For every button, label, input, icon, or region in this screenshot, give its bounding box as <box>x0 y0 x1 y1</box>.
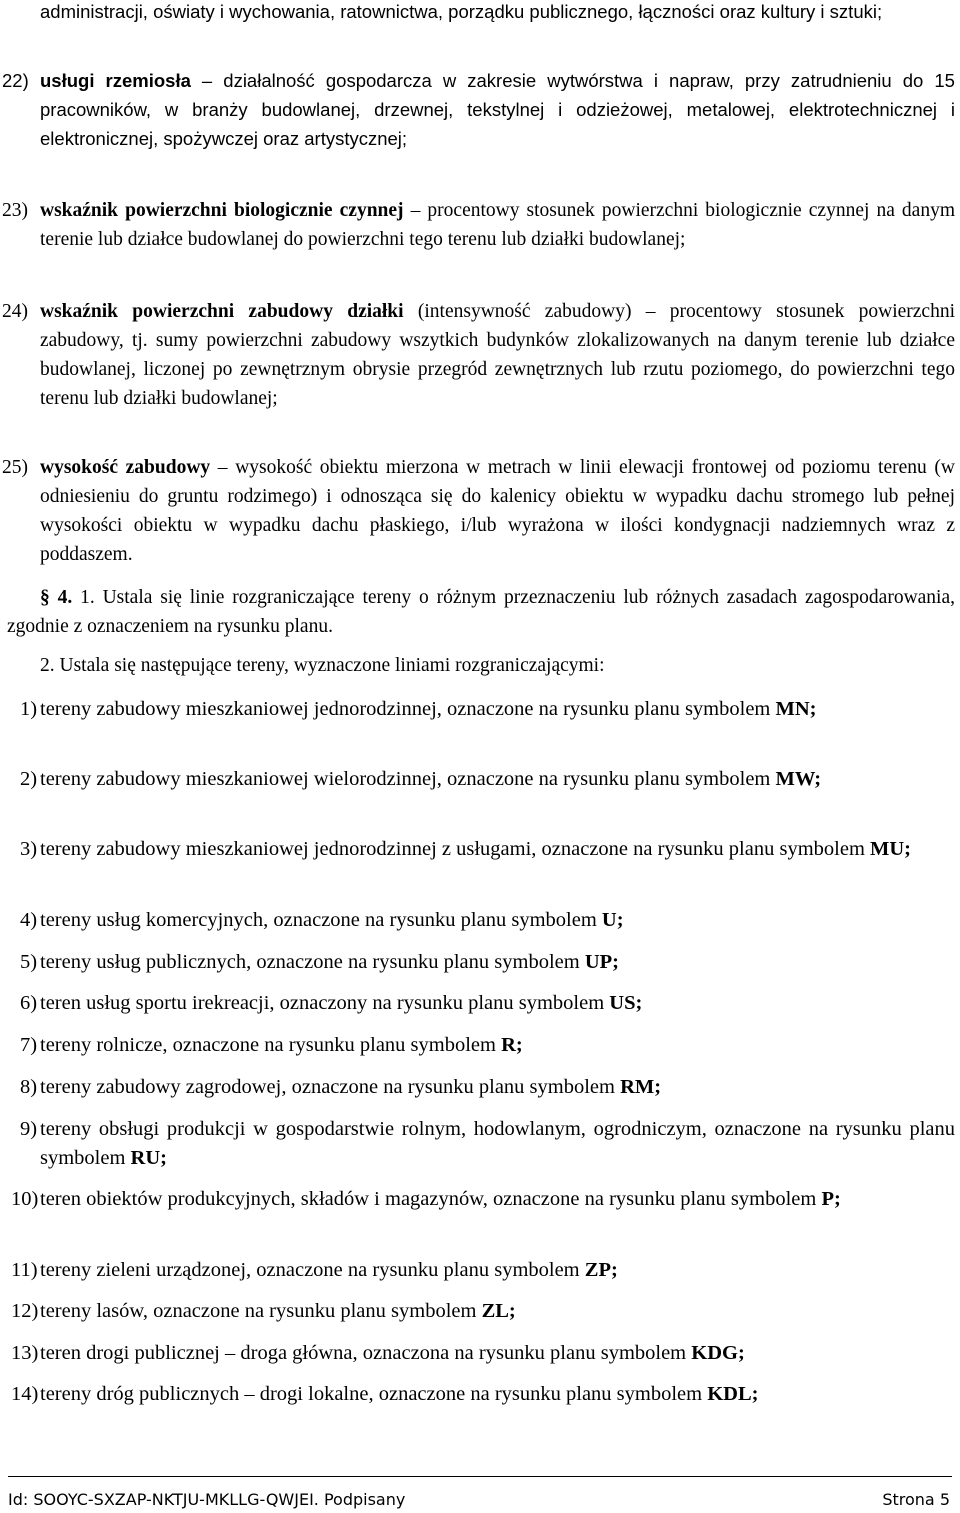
zone-item: 2) tereny zabudowy mieszkaniowej wielorodzinnej, oznaczone na rysunku planu symbolem MW; <box>20 768 822 790</box>
section-label: § 4. <box>40 587 73 608</box>
definition-number: 24) <box>2 301 28 322</box>
zone-item: 6) teren usług sportu irekreacji, oznaczony na rysunku planu symbolem US; <box>20 992 643 1014</box>
zone-symbol: RU; <box>130 1147 167 1169</box>
definition-item-25: 25) wysokość zabudowy – wysokość obiektu mierzona w metrach w linii elewacji frontowej od poziomu terenu (w odniesieniu do gruntu rodzimego) i odnosząca się do kalenicy obiektu w wypadku dachu stromego lub pełnej wysokości obiektu w wypadku dachu płaskiego, i/lub wyrażona w ilości kondygnacji nadziemnych wraz z poddaszem. <box>40 453 955 569</box>
zone-item: 4) tereny usług komercyjnych, oznaczone na rysunku planu symbolem U; <box>20 909 624 931</box>
zone-item: 11) tereny zieleni urządzonej, oznaczone na rysunku planu symbolem ZP; <box>11 1259 618 1281</box>
zone-symbol: US; <box>609 992 643 1014</box>
page-number: Strona 5 <box>882 1490 950 1509</box>
zone-symbol: P; <box>821 1188 841 1210</box>
zone-item: 12) tereny lasów, oznaczone na rysunku planu symbolem ZL; <box>11 1300 516 1322</box>
definition-number: 25) <box>2 457 28 478</box>
zone-symbol: ZL; <box>481 1300 516 1322</box>
definition-text: wysokość obiektu mierzona w metrach w linii elewacji frontowej od poziomu terenu (w odniesieniu do gruntu rodzimego) i odnosząca się do kalenicy obiektu w wypadku dachu stromego lub pełnej wysokości obiektu w wypadku dachu płaskiego, i/lub wyrażona w ilości kondygnacji nadziemnych wraz z poddaszem. <box>40 457 955 565</box>
definition-item-24 <box>2 297 956 413</box>
definition-term: usługi rzemiosła <box>40 70 191 91</box>
definition-text: procentowy stosunek powierzchni biologicznie czynnej na danym terenie lub działce budowlanej do powierzchni tego terenu lub działki budowlanej; <box>40 200 955 250</box>
zone-symbol: KDG; <box>691 1342 745 1364</box>
zone-symbol: RM; <box>620 1076 662 1098</box>
definition-text: działalność gospodarcza w zakresie wytwórstwa i napraw, przy zatrudnieniu do 15 pracowników, w branży budowlanej, drzewnej, tekstylnej i odzieżowej, metalowej, elektrotechnicznej i elektronicznej, spożywczej oraz artystycznej; <box>40 70 955 149</box>
zone-symbol: MU; <box>870 838 911 860</box>
definition-item-23: 23) wskaźnik powierzchni biologicznie czynnej – procentowy stosunek powierzchni biologicznie czynnej na danym terenie lub działce budowlanej do powierzchni tego terenu lub działki budowlanej; <box>40 196 955 254</box>
page-footer <box>8 1489 950 1511</box>
zone-symbol: KDL; <box>707 1383 759 1405</box>
paragraph-number: 1. <box>80 587 95 608</box>
zone-symbol: U; <box>601 909 624 931</box>
section-paragraph-2: 2. Ustala się następujące tereny, wyznaczone liniami rozgraniczającymi: <box>40 655 605 676</box>
zone-item: 14) tereny dróg publicznych – drogi lokalne, oznaczone na rysunku planu symbolem KDL; <box>11 1383 759 1405</box>
definition-item-22: 22) usługi rzemiosła – działalność gospodarcza w zakresie wytwórstwa i napraw, przy zatrudnieniu do 15 pracowników, w branży budowlanej, drzewnej, tekstylnej i odzieżowej, metalowej, elektrotechnicznej i elektronicznej, spożywczej oraz artystycznej; <box>40 66 955 153</box>
zone-item: 13) teren drogi publicznej – droga główna, oznaczona na rysunku planu symbolem KDG; <box>11 1342 745 1364</box>
zone-item: 1) tereny zabudowy mieszkaniowej jednorodzinnej, oznaczone na rysunku planu symbolem MN; <box>20 698 817 720</box>
definition-term: wysokość zabudowy <box>40 457 211 478</box>
footer-divider <box>8 1476 952 1477</box>
definition-number: 22) <box>2 70 29 91</box>
zone-symbol: R; <box>501 1034 523 1056</box>
intro-fragment: administracji, oświaty i wychowania, ratownictwa, porządku publicznego, łączności oraz kultury i sztuki; <box>40 1 883 22</box>
zone-item: 8) tereny zabudowy zagrodowej, oznaczone na rysunku planu symbolem RM; <box>20 1076 662 1098</box>
definition-text: (intensywność zabudowy) – procentowy stosunek powierzchni zabudowy, tj. sumy powierzchni zabudowy wszytkich budynków zlokalizowanych na danym terenie lub działce budowlanej, liczonej po zewnętrznym obrysie przegród zewnętrznych lub rzutu poziomego, do powierzchni tego terenu lub działki budowlanej; <box>40 301 956 409</box>
zone-symbol: MW; <box>775 768 822 790</box>
zone-item: 3) tereny zabudowy mieszkaniowej jednorodzinnej z usługami, oznaczone na rysunku planu symbolem MU; <box>20 838 911 860</box>
zone-item: 7) tereny rolnicze, oznaczone na rysunku planu symbolem R; <box>20 1034 523 1056</box>
zone-symbol: ZP; <box>584 1259 618 1281</box>
section-paragraph-1: § 4. 1. Ustala się linie rozgraniczające tereny o różnym przeznaczeniu lub różnych zasadach zagospodarowania, zgodnie z oznaczeniem na rysunku planu. <box>7 587 956 637</box>
definition-term: wskaźnik powierzchni biologicznie czynnej <box>40 200 404 221</box>
definition-number: 23) <box>2 200 28 221</box>
document-id: Id: SOOYC-SXZAP-NKTJU-MKLLG-QWJEI. Podpisany <box>8 1490 406 1509</box>
paragraph-number: 2. <box>40 655 55 676</box>
zone-item: 9) tereny obsługi produkcji w gospodarstwie rolnym, hodowlanym, ogrodniczym, oznaczone na rysunku planu symbolem RU; <box>20 1118 955 1169</box>
zone-symbol: MN; <box>775 698 817 720</box>
zone-item: 5) tereny usług publicznych, oznaczone na rysunku planu symbolem UP; <box>20 951 619 973</box>
zone-symbol: UP; <box>584 951 619 973</box>
definition-term: wskaźnik powierzchni zabudowy działki <box>40 301 404 322</box>
zone-item: 10) teren obiektów produkcyjnych, składów i magazynów, oznaczone na rysunku planu symbolem P; <box>11 1188 841 1210</box>
